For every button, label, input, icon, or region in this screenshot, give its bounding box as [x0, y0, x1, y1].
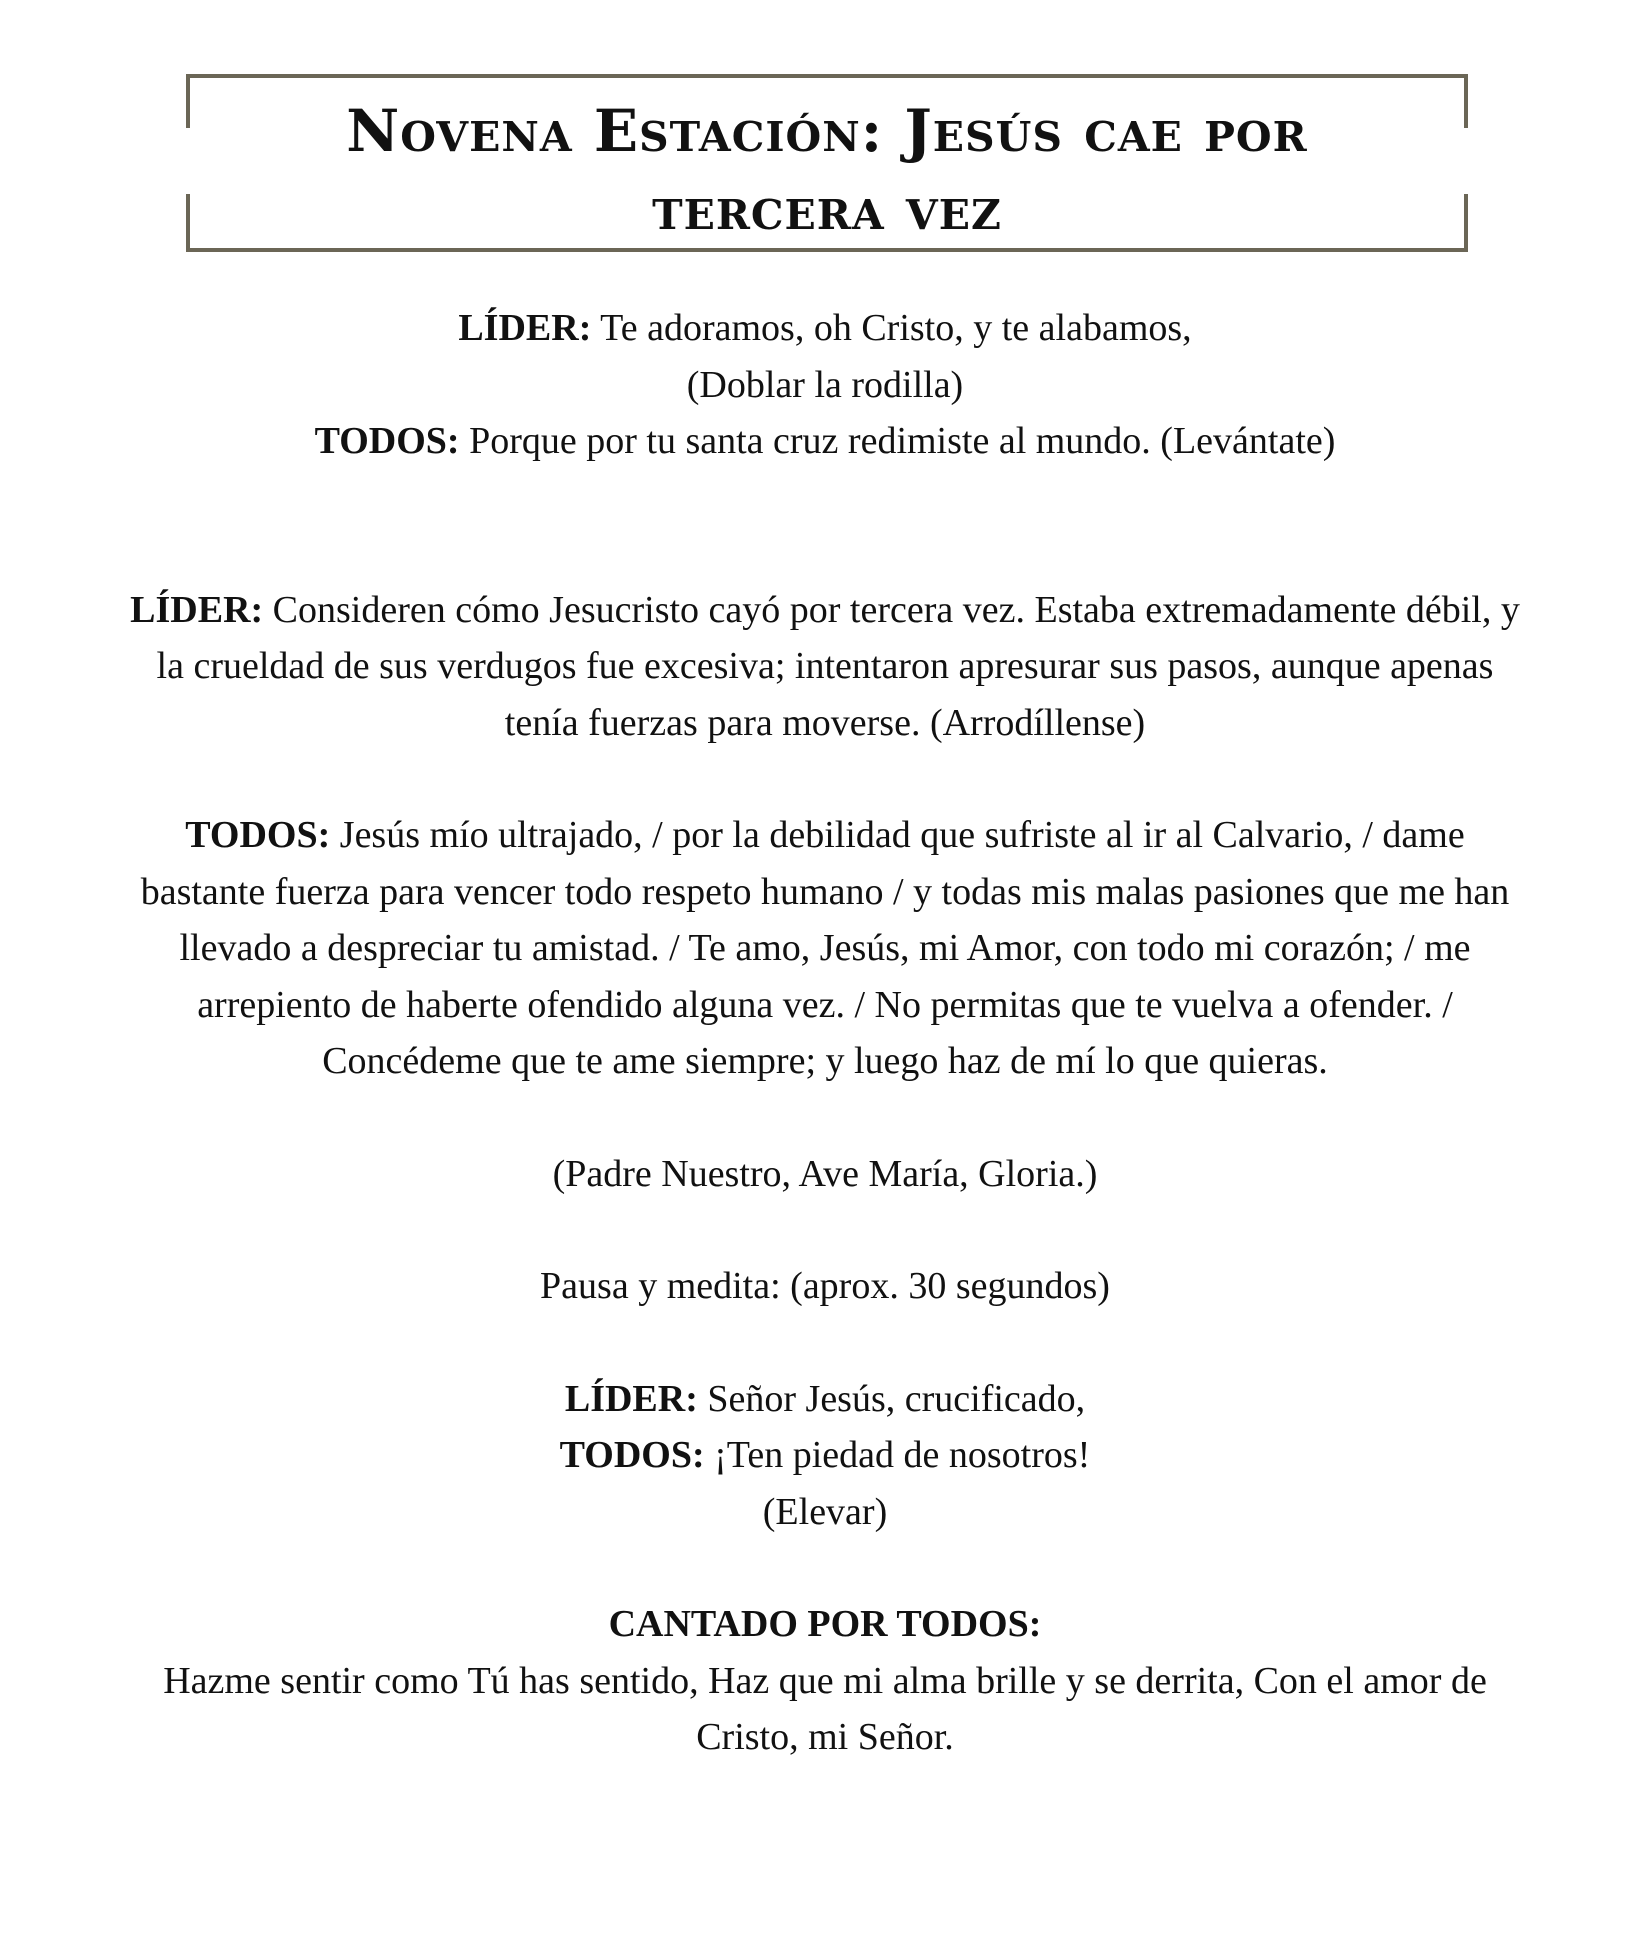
meditation-text: Consideren cómo Jesucristo cayó por tercera vez. Estaba extremadamente débil, y la crueldad de sus verdugos fue excesiva; intentaron apresurar sus pasos, aunque apenas tenía fuerzas para moverse. (Arrodíllense): [156, 588, 1520, 744]
closing-leader-line: [120, 1371, 1530, 1428]
opening-all-line: [120, 413, 1530, 470]
prayer-text: Jesús mío ultrajado, / por la debilidad que sufriste al ir al Calvario, / dame bastante fuerza para vencer todo respeto humano / y todas mis malas pasiones que me han llevado a despreciar tu amistad. / Te amo, Jesús, mi Amor, con todo mi corazón; / me arrepiento de haberte ofendido alguna vez. / No permitas que te vuelva a ofender. / Concédeme que te ame siempre; y luego haz de mí lo que quieras.: [140, 814, 1510, 1082]
spacer: [120, 751, 1530, 807]
opening-all-text: Porque por tu santa cruz redimiste al mundo. (Levántate): [459, 420, 1336, 462]
leader-label: LÍDER:: [130, 588, 264, 631]
spacer: [120, 470, 1530, 582]
all-label: TODOS:: [314, 420, 460, 462]
opening-leader-text: Te adoramos, oh Cristo, y te alabamos,: [591, 307, 1192, 349]
song-section: [120, 1596, 1530, 1766]
station-content: [120, 300, 1530, 1766]
pause-note: Pausa y medita: (aprox. 30 segundos): [540, 1265, 1110, 1307]
leader-label: LÍDER:: [458, 307, 592, 349]
page-title-line-1: Novena Estación: Jesús cae por: [346, 97, 1308, 165]
spacer: [120, 1315, 1530, 1371]
all-label: TODOS:: [185, 814, 331, 856]
closing-instruction: (Elevar): [762, 1490, 888, 1533]
title-frame: [186, 74, 1468, 252]
page-title-line-2: tercera vez: [652, 175, 1002, 243]
closing-all-text: ¡Ten piedad de nosotros!: [704, 1434, 1091, 1476]
prayers-note: (Padre Nuestro, Ave María, Gloria.): [552, 1152, 1098, 1195]
leader-label: LÍDER:: [564, 1377, 698, 1420]
song-text: Hazme sentir como Tú has sentido, Haz que mi alma brille y se derrita, Con el amor de Cristo, mi Señor.: [163, 1659, 1487, 1758]
opening-leader-line: [120, 300, 1530, 357]
page-title: [186, 92, 1468, 248]
prayer-paragraph: [120, 807, 1530, 1090]
spacer: [120, 1540, 1530, 1596]
closing-leader-text: Señor Jesús, crucificado,: [697, 1377, 1086, 1420]
spacer: [120, 1090, 1530, 1146]
all-label: TODOS:: [559, 1434, 705, 1476]
song-heading: CANTADO POR TODOS:: [608, 1603, 1042, 1645]
opening-section: [120, 300, 1530, 470]
closing-section: [120, 1371, 1530, 1541]
meditation-paragraph: [120, 582, 1530, 752]
spacer: [120, 1202, 1530, 1258]
closing-all-line: [120, 1427, 1530, 1484]
opening-instruction: (Doblar la rodilla): [686, 363, 964, 406]
